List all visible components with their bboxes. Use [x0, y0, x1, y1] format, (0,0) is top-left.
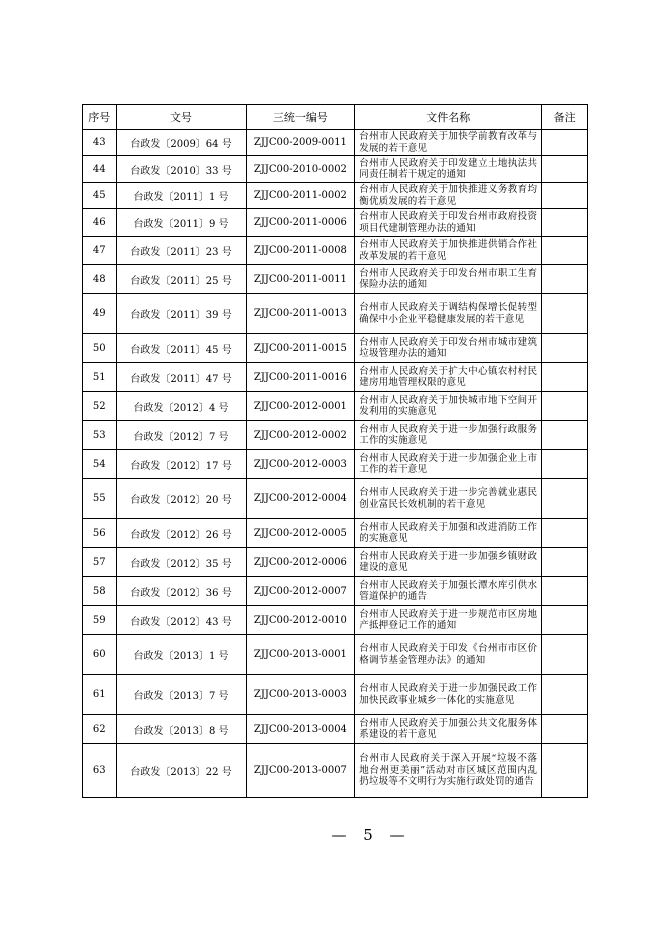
- page-number: — 5 —: [331, 826, 411, 844]
- cell-unified-code: ZJJC00-2012-0001: [246, 392, 355, 421]
- cell-unified-code: ZJJC00-2011-0013: [246, 294, 355, 334]
- cell-seq: 45: [83, 183, 117, 209]
- table-row: [83, 744, 588, 798]
- table-row: [83, 334, 588, 363]
- cell-file-title: 台州市人民政府关于印发台州市职工生育保险办法的通知: [355, 265, 542, 294]
- cell-doc-number: 台政发〔2011〕39 号: [116, 294, 246, 334]
- cell-file-title: 台州市人民政府关于调结构保增长促转型确保中小企业平稳健康发展的若干意见: [355, 294, 542, 334]
- cell-doc-number: 台政发〔2011〕1 号: [116, 183, 246, 209]
- cell-doc-number: 台政发〔2011〕9 号: [116, 209, 246, 237]
- cell-seq: 48: [83, 265, 117, 294]
- table-row: [83, 209, 588, 237]
- cell-remarks: [542, 334, 588, 363]
- cell-seq: 63: [83, 744, 117, 798]
- cell-file-title: 台州市人民政府关于加快学前教育改革与发展的若干意见: [355, 130, 542, 156]
- table-row: [83, 450, 588, 479]
- cell-remarks: [542, 635, 588, 675]
- cell-doc-number: 台政发〔2013〕1 号: [116, 635, 246, 675]
- cell-remarks: [542, 294, 588, 334]
- cell-doc-number: 台政发〔2012〕43 号: [116, 606, 246, 635]
- cell-doc-number: 台政发〔2011〕47 号: [116, 363, 246, 392]
- cell-unified-code: ZJJC00-2012-0003: [246, 450, 355, 479]
- cell-seq: 49: [83, 294, 117, 334]
- table-row: [83, 183, 588, 209]
- cell-seq: 58: [83, 577, 117, 606]
- cell-seq: 52: [83, 392, 117, 421]
- cell-file-title: 台州市人民政府关于印发台州市政府投资项目代建制管理办法的通知: [355, 209, 542, 237]
- cell-unified-code: ZJJC00-2011-0002: [246, 183, 355, 209]
- cell-doc-number: 台政发〔2011〕23 号: [116, 237, 246, 265]
- cell-file-title: 台州市人民政府关于加快推进供销合作社改革发展的若干意见: [355, 237, 542, 265]
- cell-unified-code: ZJJC00-2012-0004: [246, 479, 355, 519]
- cell-unified-code: ZJJC00-2012-0006: [246, 548, 355, 577]
- table-row: [83, 294, 588, 334]
- table-row: [83, 715, 588, 744]
- cell-file-title: 台州市人民政府关于扩大中心镇农村村民建房用地管理权限的意见: [355, 363, 542, 392]
- table-row: [83, 548, 588, 577]
- cell-file-title: 台州市人民政府关于进一步规范市区房地产抵押登记工作的通知: [355, 606, 542, 635]
- cell-remarks: [542, 450, 588, 479]
- cell-remarks: [542, 183, 588, 209]
- cell-remarks: [542, 237, 588, 265]
- cell-file-title: 台州市人民政府关于进一步加强企业上市工作的若干意见: [355, 450, 542, 479]
- cell-unified-code: ZJJC00-2011-0008: [246, 237, 355, 265]
- cell-doc-number: 台政发〔2012〕4 号: [116, 392, 246, 421]
- cell-doc-number: 台政发〔2013〕22 号: [116, 744, 246, 798]
- cell-unified-code: ZJJC00-2010-0002: [246, 156, 355, 183]
- cell-seq: 44: [83, 156, 117, 183]
- cell-remarks: [542, 392, 588, 421]
- cell-unified-code: ZJJC00-2012-0002: [246, 421, 355, 450]
- table-body: [83, 130, 588, 798]
- cell-doc-number: 台政发〔2009〕64 号: [116, 130, 246, 156]
- header-remarks: 备注: [542, 105, 588, 130]
- cell-file-title: 台州市人民政府关于加快推进义务教育均衡优质发展的若干意见: [355, 183, 542, 209]
- table-row: [83, 675, 588, 715]
- cell-file-title: 台州市人民政府关于进一步加强乡镇财政建设的意见: [355, 548, 542, 577]
- cell-remarks: [542, 265, 588, 294]
- cell-unified-code: ZJJC00-2013-0004: [246, 715, 355, 744]
- cell-seq: 53: [83, 421, 117, 450]
- cell-unified-code: ZJJC00-2012-0010: [246, 606, 355, 635]
- cell-unified-code: ZJJC00-2012-0005: [246, 519, 355, 548]
- cell-remarks: [542, 130, 588, 156]
- header-unified-code: 三统一编号: [246, 105, 355, 130]
- cell-unified-code: ZJJC00-2011-0016: [246, 363, 355, 392]
- cell-doc-number: 台政发〔2012〕26 号: [116, 519, 246, 548]
- cell-remarks: [542, 675, 588, 715]
- cell-doc-number: 台政发〔2012〕35 号: [116, 548, 246, 577]
- header-file-title: 文件名称: [355, 105, 542, 130]
- cell-unified-code: ZJJC00-2011-0006: [246, 209, 355, 237]
- cell-seq: 60: [83, 635, 117, 675]
- cell-seq: 46: [83, 209, 117, 237]
- cell-seq: 54: [83, 450, 117, 479]
- cell-doc-number: 台政发〔2012〕17 号: [116, 450, 246, 479]
- cell-unified-code: ZJJC00-2012-0007: [246, 577, 355, 606]
- cell-seq: 62: [83, 715, 117, 744]
- table-row: [83, 363, 588, 392]
- cell-file-title: 台州市人民政府关于进一步加强民政工作加快民政事业城乡一体化的实施意见: [355, 675, 542, 715]
- cell-file-title: 台州市人民政府关于印发台州市城市建筑垃圾管理办法的通知: [355, 334, 542, 363]
- cell-remarks: [542, 156, 588, 183]
- cell-remarks: [542, 479, 588, 519]
- cell-seq: 51: [83, 363, 117, 392]
- cell-doc-number: 台政发〔2011〕25 号: [116, 265, 246, 294]
- table-header-row: [83, 105, 588, 130]
- cell-doc-number: 台政发〔2012〕20 号: [116, 479, 246, 519]
- cell-remarks: [542, 421, 588, 450]
- cell-unified-code: ZJJC00-2009-0011: [246, 130, 355, 156]
- cell-remarks: [542, 715, 588, 744]
- cell-file-title: 台州市人民政府关于加强公共文化服务体系建设的若干意见: [355, 715, 542, 744]
- cell-doc-number: 台政发〔2012〕7 号: [116, 421, 246, 450]
- table-row: [83, 635, 588, 675]
- cell-seq: 55: [83, 479, 117, 519]
- header-doc-number: 文号: [116, 105, 246, 130]
- cell-seq: 59: [83, 606, 117, 635]
- table-row: [83, 519, 588, 548]
- cell-seq: 43: [83, 130, 117, 156]
- cell-unified-code: ZJJC00-2011-0015: [246, 334, 355, 363]
- cell-seq: 57: [83, 548, 117, 577]
- cell-unified-code: ZJJC00-2013-0003: [246, 675, 355, 715]
- cell-remarks: [542, 606, 588, 635]
- cell-file-title: 台州市人民政府关于进一步加强行政服务工作的实施意见: [355, 421, 542, 450]
- table-row: [83, 130, 588, 156]
- cell-unified-code: ZJJC00-2013-0007: [246, 744, 355, 798]
- cell-file-title: 台州市人民政府关于印发《台州市市区价格调节基金管理办法》的通知: [355, 635, 542, 675]
- cell-file-title: 台州市人民政府关于进一步完善就业惠民创业富民长效机制的若干意见: [355, 479, 542, 519]
- document-table: [82, 104, 588, 798]
- cell-doc-number: 台政发〔2011〕45 号: [116, 334, 246, 363]
- cell-seq: 56: [83, 519, 117, 548]
- table-row: [83, 479, 588, 519]
- cell-doc-number: 台政发〔2012〕36 号: [116, 577, 246, 606]
- table-row: [83, 237, 588, 265]
- table-row: [83, 392, 588, 421]
- cell-seq: 47: [83, 237, 117, 265]
- cell-file-title: 台州市人民政府关于深入开展“垃圾不落地台州更美丽”活动对市区城区范围内乱扔垃圾等不文明行为实施行政处罚的通告: [355, 744, 542, 798]
- header-seq: 序号: [83, 105, 117, 130]
- cell-seq: 50: [83, 334, 117, 363]
- cell-doc-number: 台政发〔2010〕33 号: [116, 156, 246, 183]
- cell-unified-code: ZJJC00-2011-0011: [246, 265, 355, 294]
- cell-remarks: [542, 577, 588, 606]
- table-row: [83, 421, 588, 450]
- cell-file-title: 台州市人民政府关于加强和改进消防工作的实施意见: [355, 519, 542, 548]
- cell-remarks: [542, 744, 588, 798]
- cell-file-title: 台州市人民政府关于加快城市地下空间开发利用的实施意见: [355, 392, 542, 421]
- table-row: [83, 577, 588, 606]
- cell-doc-number: 台政发〔2013〕8 号: [116, 715, 246, 744]
- cell-remarks: [542, 548, 588, 577]
- cell-remarks: [542, 519, 588, 548]
- table-row: [83, 606, 588, 635]
- cell-doc-number: 台政发〔2013〕7 号: [116, 675, 246, 715]
- cell-unified-code: ZJJC00-2013-0001: [246, 635, 355, 675]
- cell-remarks: [542, 209, 588, 237]
- cell-seq: 61: [83, 675, 117, 715]
- cell-file-title: 台州市人民政府关于印发建立土地执法共同责任制若干规定的通知: [355, 156, 542, 183]
- cell-remarks: [542, 363, 588, 392]
- table-row: [83, 265, 588, 294]
- table-row: [83, 156, 588, 183]
- cell-file-title: 台州市人民政府关于加强长潭水库引供水管道保护的通告: [355, 577, 542, 606]
